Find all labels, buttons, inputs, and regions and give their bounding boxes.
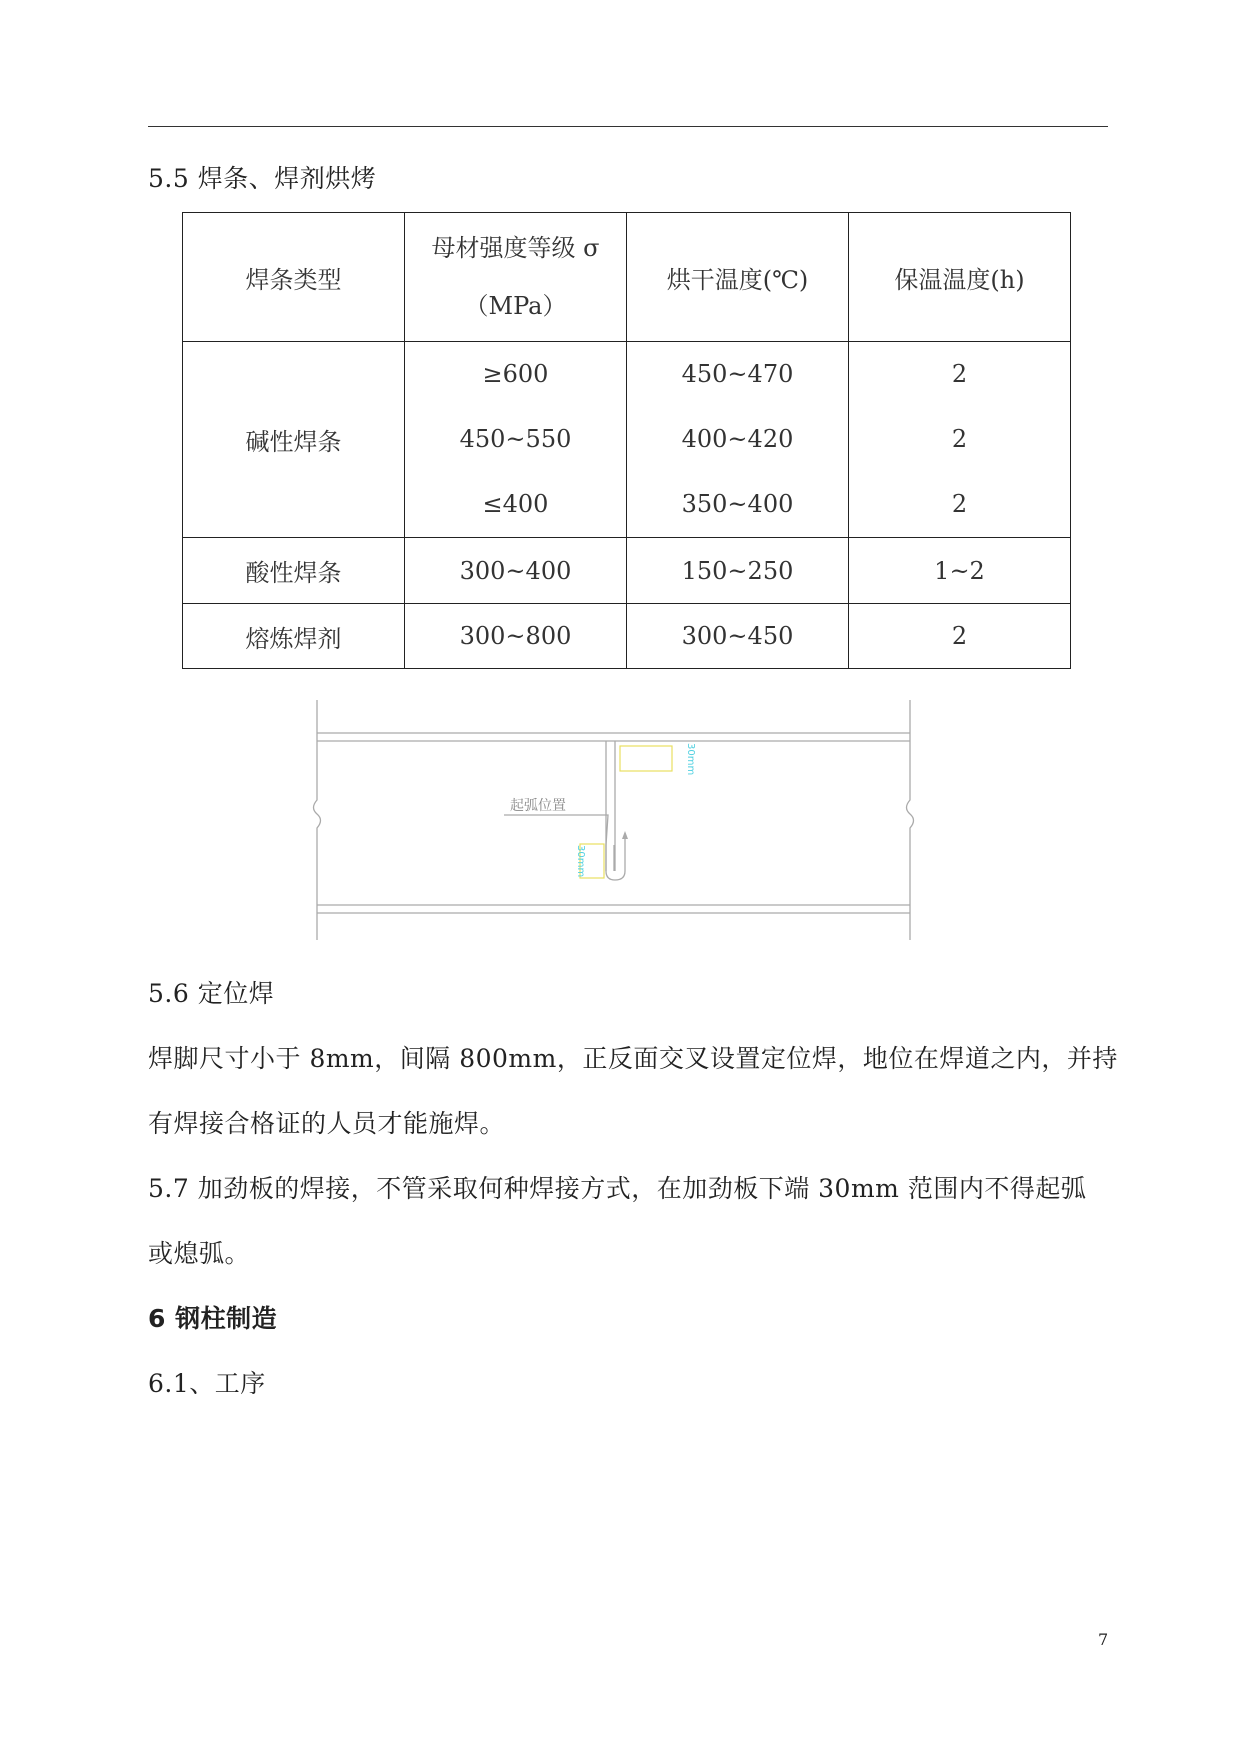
header-strength-line2: （MPa） bbox=[464, 292, 567, 320]
cell-strength-acid: 300~400 bbox=[405, 538, 627, 604]
table-row-flux bbox=[183, 604, 1071, 669]
cell-type-basic: 碱性焊条 bbox=[183, 342, 405, 538]
cell-strength-basic-3: ≤400 bbox=[482, 490, 549, 518]
stiffener-weld-figure bbox=[310, 695, 930, 950]
table-header-row bbox=[183, 213, 1071, 342]
cell-dry-basic-1: 450~470 bbox=[681, 360, 794, 388]
cell-dry-basic bbox=[627, 342, 849, 538]
cell-strength-basic-2: 450~550 bbox=[459, 425, 572, 453]
cell-dry-basic-2: 400~420 bbox=[681, 425, 794, 453]
dimension-markers bbox=[580, 746, 672, 878]
cell-hold-basic-1: 2 bbox=[951, 360, 968, 388]
cell-type-flux: 熔炼焊剂 bbox=[183, 604, 405, 669]
cell-strength-basic-1: ≥600 bbox=[482, 360, 549, 388]
header-strength bbox=[405, 213, 627, 342]
table-row-basic bbox=[183, 342, 1071, 538]
figure-outline bbox=[314, 700, 914, 940]
section-5-6-heading: 5.6 定位焊 bbox=[148, 979, 275, 1008]
para-5-7-line2: 或熄弧。 bbox=[148, 1239, 251, 1268]
cell-dry-basic-3: 350~400 bbox=[681, 490, 794, 518]
header-type: 焊条类型 bbox=[183, 213, 405, 342]
section-5-5-heading: 5.5 焊条、焊剂烘烤 bbox=[148, 164, 377, 193]
cell-hold-basic-2: 2 bbox=[951, 425, 968, 453]
header-hold-temp: 保温温度(h) bbox=[849, 213, 1071, 342]
cell-dry-flux: 300~450 bbox=[627, 604, 849, 669]
header-rule bbox=[148, 126, 1108, 127]
arc-label: 起弧位置 bbox=[510, 798, 566, 814]
cell-dry-acid: 150~250 bbox=[627, 538, 849, 604]
section-6-1-heading: 6.1、工序 bbox=[148, 1369, 266, 1398]
table-row-acid bbox=[183, 538, 1071, 604]
heading-6: 6 钢柱制造 bbox=[148, 1304, 278, 1333]
dim-label-bottom: 30mm bbox=[575, 845, 586, 878]
para-5-7-line1: 5.7 加劲板的焊接，不管采取何种焊接方式，在加劲板下端 30mm 范围内不得起弧 bbox=[148, 1174, 1087, 1203]
cell-hold-acid: 1~2 bbox=[849, 538, 1071, 604]
para-5-6-line1: 焊脚尺寸小于 8mm，间隔 800mm，正反面交叉设置定位焊，地位在焊道之内，并持 bbox=[148, 1044, 1118, 1073]
cell-strength-flux: 300~800 bbox=[405, 604, 627, 669]
bake-table bbox=[182, 212, 1071, 669]
cell-strength-basic bbox=[405, 342, 627, 538]
cell-hold-basic bbox=[849, 342, 1071, 538]
cell-hold-flux: 2 bbox=[849, 604, 1071, 669]
cell-type-acid: 酸性焊条 bbox=[183, 538, 405, 604]
cell-hold-basic-3: 2 bbox=[951, 490, 968, 518]
dim-label-top: 30mm bbox=[685, 743, 696, 776]
header-dry-temp: 烘干温度(℃) bbox=[627, 213, 849, 342]
para-5-6-line2: 有焊接合格证的人员才能施焊。 bbox=[148, 1109, 506, 1138]
page-number: 7 bbox=[1098, 1630, 1109, 1649]
header-strength-line1: 母材强度等级 σ bbox=[431, 234, 600, 262]
